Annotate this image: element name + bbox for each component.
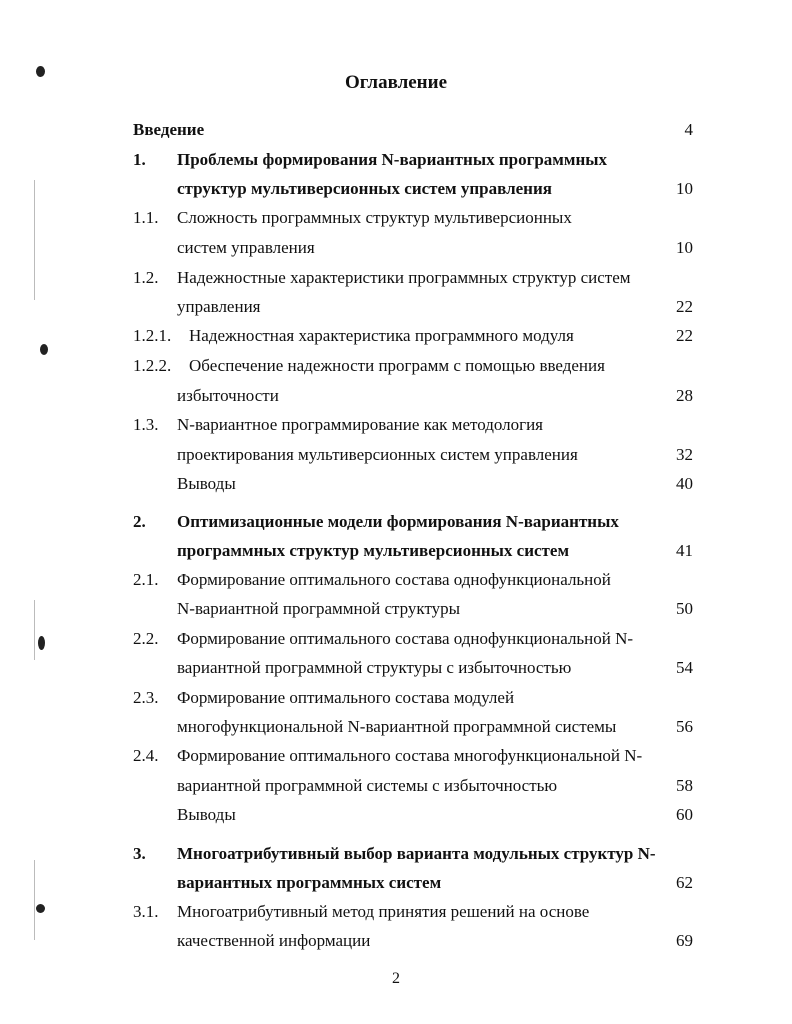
toc-entry-3-1-cont: качественной информации — [177, 931, 371, 950]
toc-entry-2-1: Формирование оптимального состава однофункциональной — [177, 570, 611, 589]
toc-page: 60 — [676, 805, 693, 824]
toc-number: 1.2.2. — [133, 356, 172, 375]
toc-page: 28 — [676, 386, 693, 405]
toc-page: 32 — [676, 445, 693, 464]
scan-edge — [34, 600, 35, 660]
toc-entry-conclusions-1: Выводы — [177, 474, 236, 493]
toc-entry-1: Проблемы формирования N-вариантных программных — [177, 150, 608, 169]
toc-page: 50 — [676, 599, 693, 618]
scan-edge — [34, 860, 35, 940]
toc-page: 22 — [676, 297, 693, 316]
toc-number: 2.1. — [133, 570, 159, 589]
toc-entry-1-1-cont: систем управления — [177, 238, 315, 257]
toc-number: 1.2. — [133, 268, 159, 287]
toc-entry-1-3-cont: проектирования мультиверсионных систем управления — [177, 445, 578, 464]
toc-page: 10 — [676, 238, 693, 257]
toc-page: 22 — [676, 326, 693, 345]
toc-entry-2-3-cont: многофункциональной N-вариантной программной системы — [177, 717, 617, 736]
toc-entry-1-2-cont: управления — [177, 297, 261, 316]
scan-speck — [36, 904, 45, 913]
toc-number: 1.1. — [133, 208, 159, 227]
toc-entry-1-cont: структур мультиверсионных систем управления — [177, 179, 552, 198]
toc-entry-1-2-2: Обеспечение надежности программ с помощью введения — [189, 356, 605, 375]
page-title: Оглавление — [344, 72, 448, 93]
toc-entry-2-3: Формирование оптимального состава модулей — [177, 688, 515, 707]
toc-number: 2. — [133, 512, 146, 531]
toc-number: 2.3. — [133, 688, 159, 707]
page-number: 2 — [392, 970, 400, 987]
toc-entry-2-2-cont: вариантной программной структуры с избыточностью — [177, 658, 572, 677]
toc-entry-intro: Введение — [133, 120, 205, 139]
toc-number: 2.4. — [133, 746, 159, 765]
toc-number: 1.2.1. — [133, 326, 172, 345]
toc-entry-2-4-cont: вариантной программной системы с избыточностью — [177, 776, 558, 795]
toc-entry-2-2: Формирование оптимального состава однофункциональной N- — [177, 629, 634, 648]
toc-entry-1-1: Сложность программных структур мультиверсионных — [177, 208, 572, 227]
toc-page: 56 — [676, 717, 693, 736]
toc-page: 4 — [684, 120, 693, 139]
scan-speck — [40, 344, 48, 355]
toc-entry-1-2: Надежностные характеристики программных структур систем — [177, 268, 631, 287]
toc-entry-1-3: N-вариантное программирование как методология — [177, 415, 543, 434]
toc-entry-3: Многоатрибутивный выбор варианта модульных структур N- — [177, 844, 656, 863]
scan-edge — [34, 180, 35, 300]
scan-speck — [38, 636, 45, 650]
toc-entry-1-2-1: Надежностная характеристика программного модуля — [189, 326, 574, 345]
toc-entry-2-cont: программных структур мультиверсионных систем — [177, 541, 570, 560]
toc-entry-3-1: Многоатрибутивный метод принятия решений на основе — [177, 902, 590, 921]
toc-entry-2-1-cont: N-вариантной программной структуры — [177, 599, 461, 618]
toc-number: 3.1. — [133, 902, 159, 921]
toc-page: 69 — [676, 931, 693, 950]
toc-entry-2-4: Формирование оптимального состава многофункциональной N- — [177, 746, 643, 765]
toc-entry-3-cont: вариантных программных систем — [177, 873, 442, 892]
toc-page: 62 — [676, 873, 693, 892]
toc-page: 54 — [676, 658, 693, 677]
toc-number: 1. — [133, 150, 146, 169]
toc-page: 58 — [676, 776, 693, 795]
toc-page: 40 — [676, 474, 693, 493]
toc-page: 10 — [676, 179, 693, 198]
toc-number: 1.3. — [133, 415, 159, 434]
toc-entry-1-2-2-cont: избыточности — [177, 386, 279, 405]
toc-entry-2: Оптимизационные модели формирования N-вариантных — [177, 512, 619, 531]
toc-page: 41 — [676, 541, 693, 560]
toc-number: 2.2. — [133, 629, 159, 648]
toc-number: 3. — [133, 844, 146, 863]
toc-entry-conclusions-2: Выводы — [177, 805, 236, 824]
